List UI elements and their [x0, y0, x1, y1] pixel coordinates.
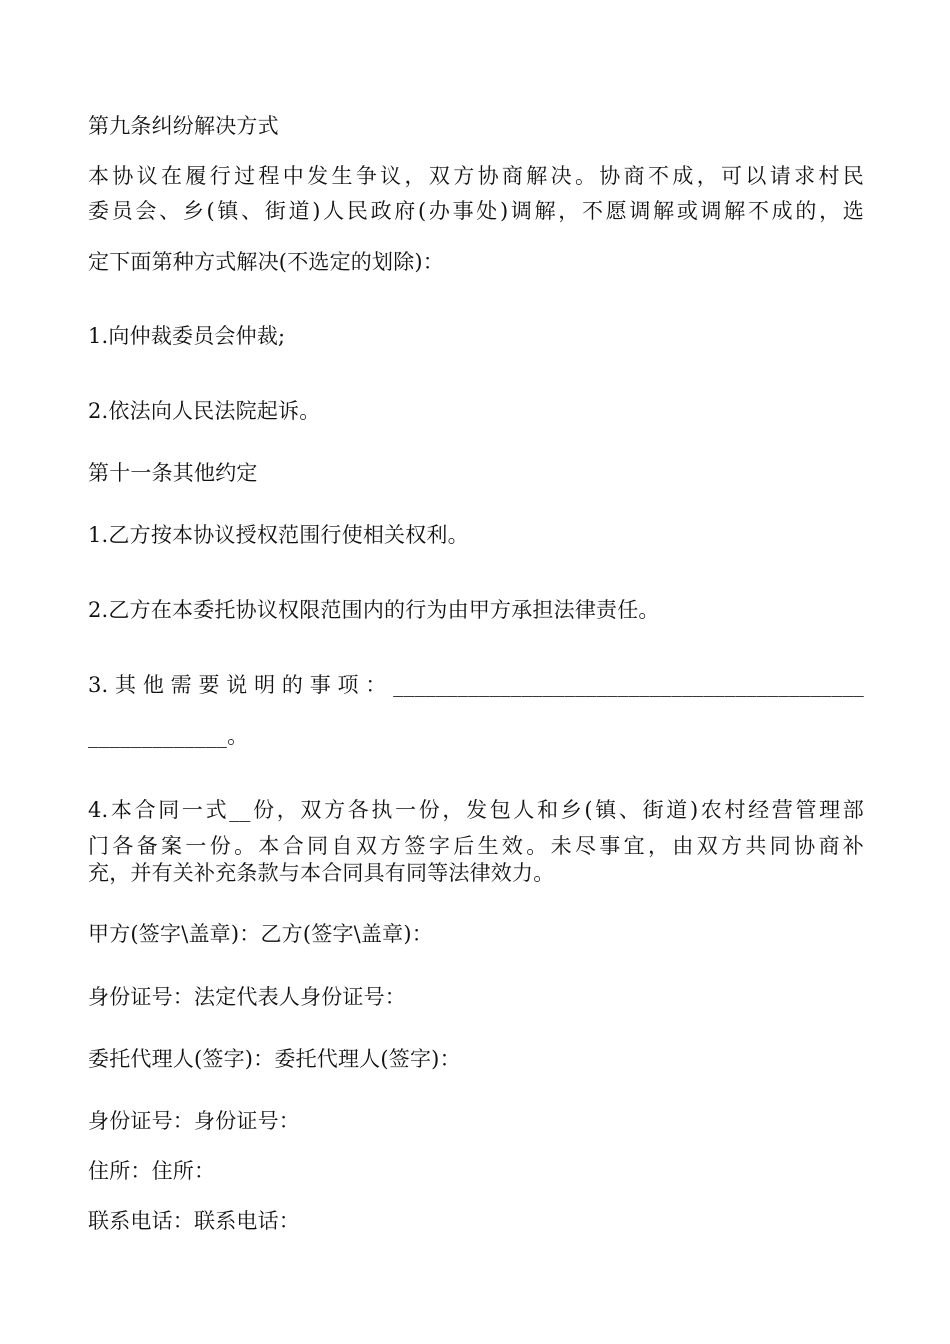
signature-phone: 联系电话：联系电话： — [88, 1209, 300, 1233]
article9-option2: 2.依法向人民法院起诉。 — [88, 399, 321, 423]
article9-heading: 第九条纠纷解决方式 — [88, 114, 279, 138]
article9-paragraph-line3: 定下面第种方式解决(不选定的划除)： — [88, 250, 444, 274]
signature-agents: 委托代理人(签字)：委托代理人(签字)： — [88, 1047, 461, 1071]
article11-item1: 1.乙方按本协议授权范围行使相关权利。 — [88, 523, 469, 547]
article9-option1: 1.向仲裁委员会仲裁; — [88, 324, 286, 348]
article11-item3-line1: 3.其他需要说明的事项：____________________________________________ — [88, 673, 864, 697]
article11-item3-line2: _____________。 — [88, 724, 249, 748]
article11-item4-line2: 门各备案一份。本合同自双方签字后生效。未尽事宜，由双方共同协商补 — [88, 834, 864, 858]
signature-id-numbers: 身份证号：身份证号： — [88, 1109, 300, 1133]
article11-item4-line3: 充，并有关补充条款与本合同具有同等法律效力。 — [88, 861, 555, 885]
signature-address: 住所：住所： — [88, 1159, 216, 1183]
article9-paragraph-line1: 本协议在履行过程中发生争议，双方协商解决。协商不成，可以请求村民 — [88, 164, 864, 188]
article9-paragraph-line2: 委员会、乡(镇、街道)人民政府(办事处)调解，不愿调解或调解不成的，选 — [88, 199, 864, 223]
signature-parties: 甲方(签字\盖章)：乙方(签字\盖章)： — [88, 922, 433, 946]
article11-item4-line1: 4.本合同一式__份，双方各执一份，发包人和乡(镇、街道)农村经营管理部 — [88, 798, 864, 822]
signature-id-legal-rep: 身份证号：法定代表人身份证号： — [88, 985, 406, 1009]
article11-item2: 2.乙方在本委托协议权限范围内的行为由甲方承担法律责任。 — [88, 598, 660, 622]
article11-heading: 第十一条其他约定 — [88, 461, 258, 485]
